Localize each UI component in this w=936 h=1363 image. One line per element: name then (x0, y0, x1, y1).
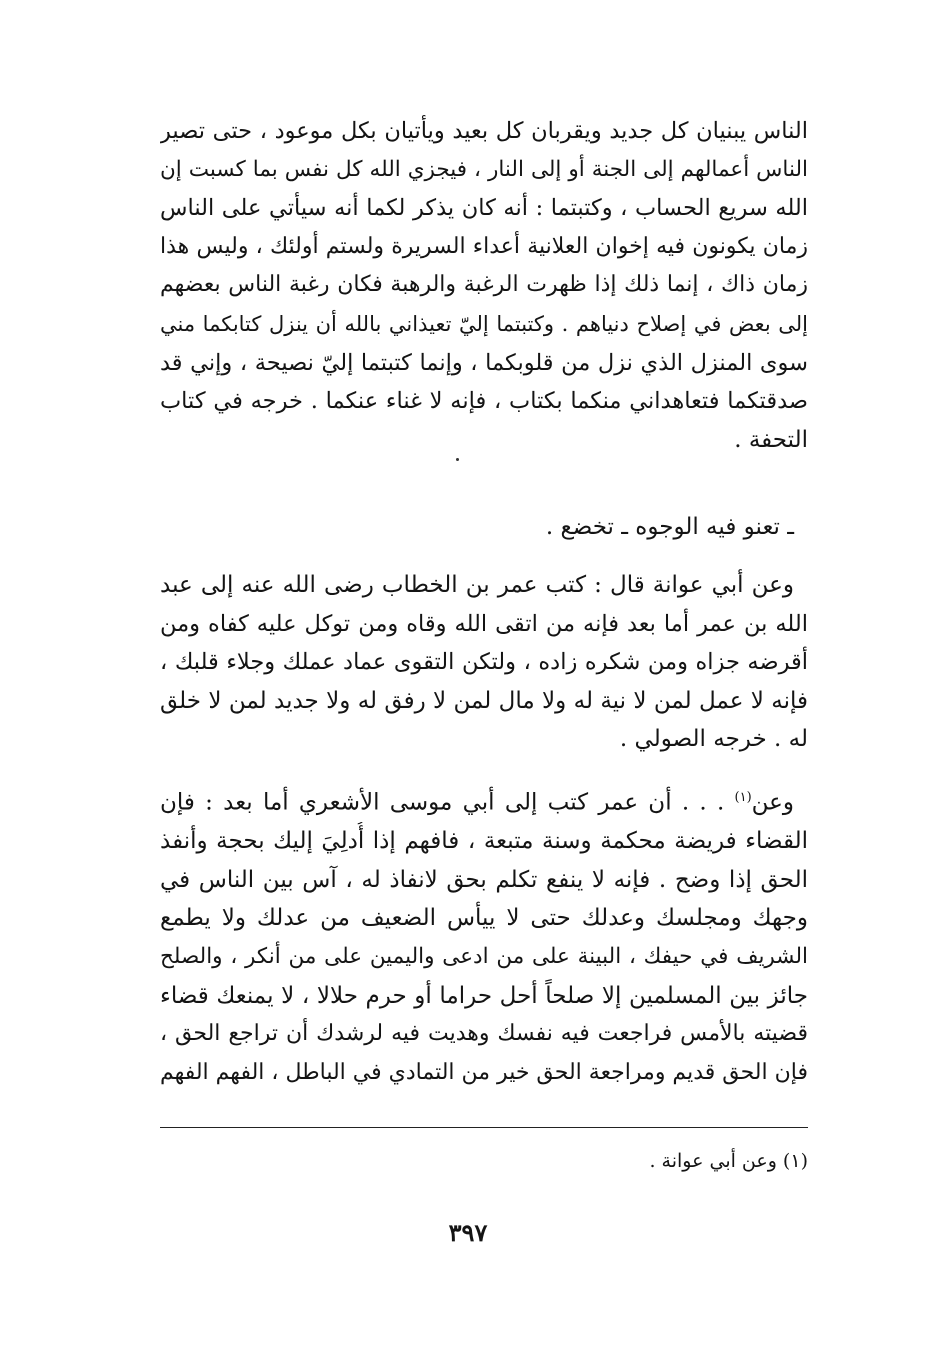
text-line: وجهك ومجلسك وعدلك حتى لا ييأس الضعيف من عدلك ولا يطمع (160, 905, 808, 932)
text-line: زمان يكونون فيه إخوان العلانية أعداء السريرة ولستم أولئك ، وليس هذا (160, 233, 808, 259)
text-line: صدقتكما فتعاهداني منكما بكتاب ، فإنه لا غناء عنكما . خرجه في كتاب (160, 388, 808, 415)
text-line: أقرضه جزاه ومن شكره زاده ، ولتكن التقوى عماد عملك وجلاء قلبك ، (160, 649, 808, 676)
text-line: الناس يبنيان كل جديد ويقربان كل بعيد ويأتيان بكل موعود ، حتى تصير (160, 118, 808, 144)
paragraph-1 (160, 112, 808, 459)
footnote-reference[interactable]: (١) (734, 790, 752, 805)
paragraph-2 (160, 508, 808, 547)
text-line: فإنه لا عمل لمن لا نية له ولا مال لمن لا رفق له ولا جديد لمن لا خلق (160, 687, 808, 714)
text-line: جائز بين المسلمين إلا صلحاً أحل حراما أو حرم حلالا ، لا يمنعك قضاء (160, 982, 808, 1009)
line-rest: . . . أن عمر كتب إلى أبي موسى الأشعري أما بعد : فإن (160, 789, 735, 816)
text-line: الله بن عمر أما بعد فإنه من اتقى الله وقاه ومن توكل عليه كفاه ومن (160, 610, 808, 637)
page-number: ٣٩٧ (448, 1218, 488, 1247)
text-line: قضيته بالأمس فراجعت فيه نفسك وهديت فيه لرشدك أن تراجع الحق ، (160, 1021, 808, 1047)
footnote-divider (160, 1127, 808, 1128)
print-speck (456, 458, 459, 461)
text-line: الله سريع الحساب ، وكتبتما : أنه كان يذكر لكما أنه سيأتي على الناس (160, 195, 808, 222)
text-line: التحفة . (734, 426, 808, 453)
text-line: سوى المنزل الذي نزل من قلوبكما ، وإنما كتبتما إليّ نصيحة ، وإني قد (160, 349, 808, 376)
text-line: فإن الحق قديم ومراجعة الحق خير من التمادي في الباطل ، الفهم الفهم (160, 1059, 808, 1085)
paragraph-4 (160, 779, 808, 1092)
text-line: الناس أعمالهم إلى الجنة أو إلى النار ، فيجزي الله كل نفس بما كسبت إن (160, 156, 808, 182)
footnote: (١) وعن أبي عوانة . (649, 1150, 808, 1172)
text-line: القضاء فريضة محكمة وسنة متبعة ، فافهم إذا أُدلِيَ إليك بحجة وأنفذ (160, 828, 808, 855)
text-line: الحق إذا وضح . فإنه لا ينفع تكلم بحق لانفاذ له ، آس بين الناس في (160, 866, 808, 893)
text-line: إلى بعض في إصلاح دنياهم . وكتبتما إليّ تعيذاني بالله أن ينزل كتابكما مني (160, 311, 808, 336)
text-line: ـ تعنو فيه الوجوه ـ تخضع . (545, 514, 794, 540)
paragraph-3 (160, 566, 808, 759)
text-line: له . خرجه الصولي . (619, 726, 808, 753)
line-start: وعن (751, 789, 794, 816)
text-line: زمان ذاك ، إنما ذلك إذا ظهرت الرغبة والرهبة فكان رغبة الناس بعضهم (160, 272, 808, 298)
text-line (160, 779, 808, 822)
text-line: وعن أبي عوانة قال : كتب عمر بن الخطاب رضى الله عنه إلى عبد (160, 572, 794, 598)
text-line: الشريف في حيفك ، البينة على من ادعى واليمين على من أنكر ، والصلح (160, 944, 808, 970)
